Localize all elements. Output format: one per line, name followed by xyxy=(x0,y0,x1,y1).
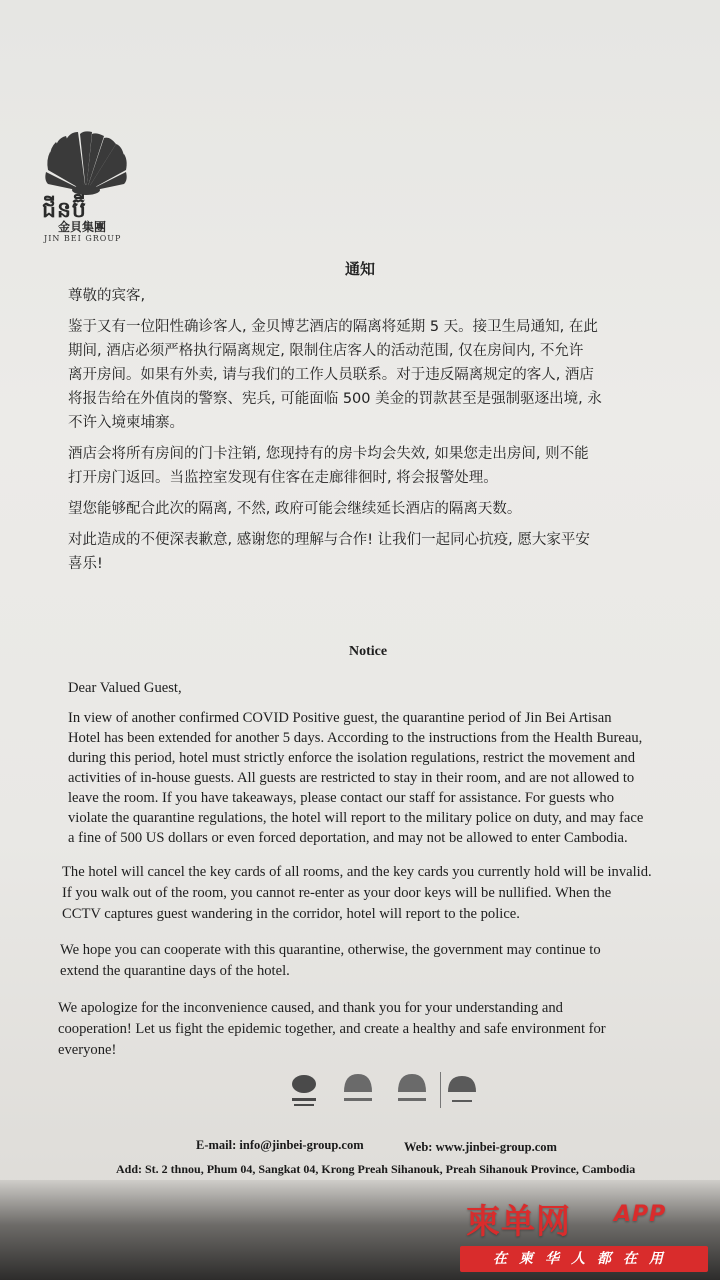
chinese-p1-line: 鉴于又有一位阳性确诊客人, 金贝博艺酒店的隔离将延期 5 天。接卫生局通知, 在此 xyxy=(68,319,598,335)
chinese-p2-line: 打开房门返回。当监控室发现有住客在走廊徘徊时, 将会报警处理。 xyxy=(68,470,498,486)
watermark-brand-name: 柬单网 xyxy=(466,1202,571,1242)
chinese-p1-line: 不许入境柬埔寨。 xyxy=(68,415,184,431)
chinese-p4-line: 喜乐! xyxy=(68,556,103,572)
brand-logo-icon xyxy=(398,1074,426,1101)
brand-logo-icon xyxy=(448,1076,476,1102)
footer-website: Web: www.jinbei-group.com xyxy=(404,1140,557,1154)
chinese-p4-line: 对此造成的不便深表歉意, 感谢您的理解与合作! 让我们一起同心抗疫, 愿大家平安 xyxy=(68,532,590,548)
logo-english-text: JIN BEI GROUP xyxy=(44,234,122,243)
english-p1-line: activities of in-house guests. All guests are restricted to stay in their room, and are not allowed to xyxy=(68,770,635,786)
english-p1-line: during this period, hotel must strictly enforce the isolation regulations, restrict the movement and xyxy=(68,750,635,766)
watermark-app-label: APP xyxy=(614,1202,667,1227)
chinese-p1-line: 离开房间。如果有外卖, 请与我们的工作人员联系。对于违反隔离规定的客人, 酒店 xyxy=(68,367,594,383)
english-notice-title: Notice xyxy=(348,644,388,659)
english-p2-line: If you walk out of the room, you cannot re-enter as your door keys will be nullified. When the xyxy=(62,885,612,901)
chinese-p3-line: 望您能够配合此次的隔离, 不然, 政府可能会继续延长酒店的隔离天数。 xyxy=(68,501,522,517)
english-p1-line: In view of another confirmed COVID Positive guest, the quarantine period of Jin Bei Artisan xyxy=(68,710,612,726)
chinese-p1-line: 期间, 酒店必须严格执行隔离规定, 限制住店客人的活动范围, 仅在房间内, 不允许 xyxy=(68,343,584,359)
chinese-p2-line: 酒店会将所有房间的门卡注销, 您现持有的房卡均会失效, 如果您走出房间, 则不能 xyxy=(68,446,589,462)
logo-chinese-text: 金貝集團 xyxy=(58,220,107,234)
english-p3-line: extend the quarantine days of the hotel. xyxy=(60,963,290,979)
english-p4-line: We apologize for the inconvenience caused, and thank you for your understanding and xyxy=(58,1000,563,1016)
english-p2-line: CCTV captures guest wandering in the corridor, hotel will report to the police. xyxy=(62,906,520,922)
group-brand-logos xyxy=(282,1070,482,1112)
english-p1-line: violate the quarantine regulations, the hotel will report to the military police on duty, and may face xyxy=(68,810,644,826)
english-p4-line: cooperation! Let us fight the epidemic together, and create a healthy and safe environment for xyxy=(58,1021,606,1037)
logo-divider xyxy=(440,1072,441,1108)
brand-logo-icon xyxy=(292,1075,316,1106)
english-p2-line: The hotel will cancel the key cards of all rooms, and the key cards you currently hold will be invalid. xyxy=(62,864,652,880)
english-p3-line: We hope you can cooperate with this quarantine, otherwise, the government may continue to xyxy=(60,942,601,958)
logo-khmer-text: ជីនប៊ី xyxy=(42,198,87,223)
brand-logo-icon xyxy=(344,1074,372,1101)
chinese-p1-line: 将报告给在外值岗的警察、宪兵, 可能面临 500 美金的罚款甚至是强制驱逐出境, 永 xyxy=(68,391,602,407)
english-p1-line: leave the room. If you have takeaways, please contact our staff for assistance. For guests who xyxy=(68,790,615,806)
footer-address: Add: St. 2 thnou, Phum 04, Sangkat 04, Krong Preah Sihanouk, Preah Sihanouk Province, Cambodia xyxy=(116,1162,636,1176)
english-p4-line: everyone! xyxy=(58,1042,117,1058)
chinese-notice-title: 通知 xyxy=(344,260,375,278)
footer-email: E-mail: info@jinbei-group.com xyxy=(196,1138,364,1152)
english-p1-line: Hotel has been extended for another 5 days. According to the instructions from the Health Bureau, xyxy=(68,730,643,746)
english-p1-line: a fine of 500 US dollars or even forced deportation, and may not be allowed to enter Cambodia. xyxy=(68,830,628,846)
chinese-greeting: 尊敬的宾客, xyxy=(68,288,146,304)
english-greeting: Dear Valued Guest, xyxy=(68,680,182,696)
watermark-tagline: 在柬华人都在用 xyxy=(460,1246,708,1272)
